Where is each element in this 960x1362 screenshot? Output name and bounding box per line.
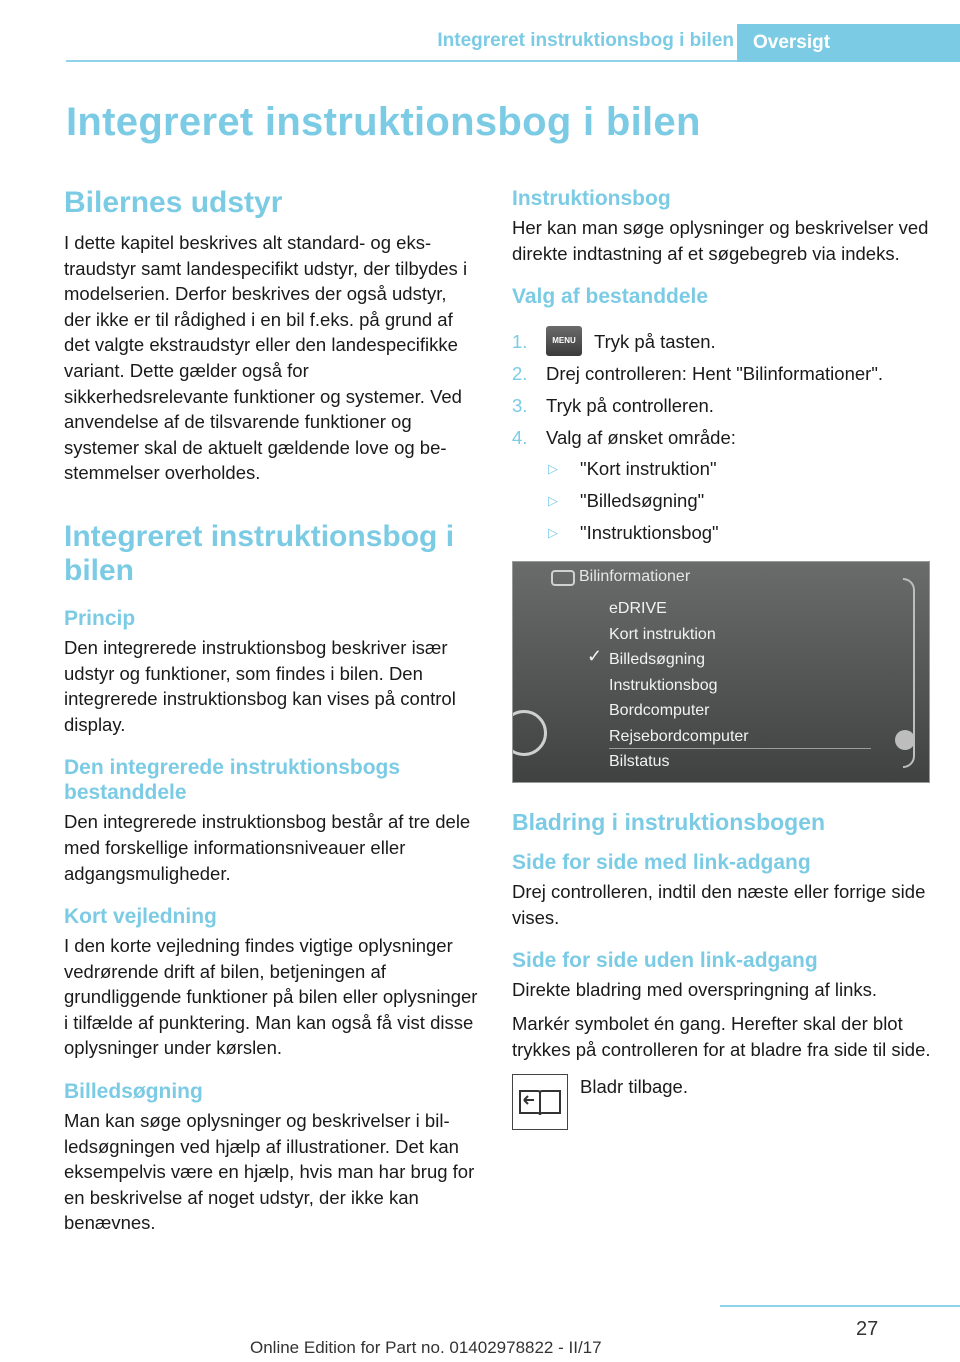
paragraph-instruktionsbog: Her kan man søge oplysninger og beskrivelser ved direkte indtastning af et søgebegreb via indeks. (512, 217, 929, 264)
paragraph-bestanddele: Den integrerede instruktionsbog består af tre dele med forskellige informationsniveauer eller adgangsmuligheder. (64, 811, 471, 884)
sub-item: ▷ "Instruktionsbog" (548, 522, 719, 544)
paragraph-uden-link: Direkte bladring med overspringning af links. (512, 979, 878, 1001)
footer-rule (720, 1305, 960, 1307)
book-back-icon (512, 1074, 568, 1130)
back-label: Bladr tilbage. (580, 1076, 688, 1098)
back-symbol-row (512, 1074, 932, 1130)
step-1: 1. MENU Tryk på tasten. (512, 325, 932, 357)
heading-bilernes-udstyr: Bilernes udstyr (64, 186, 283, 219)
step-3: 3. Tryk på controlleren. (512, 394, 714, 416)
triangle-bullet-icon: ▷ (548, 461, 558, 477)
paragraph-kort-vejledning: I den korte vejledning findes vigtige oplysninger vedrørende drift af bilen, betjeningen af grundliggende funktioner på bilen eller oplysninger i tilfælde af punktering. Man kan også få vist disse oplysninger under kørslen. (64, 935, 478, 1059)
heading-integreret: Integreret instruktionsbog i bilen (64, 519, 455, 587)
heading-bestanddele: Den integrerede instruktionsbogs bestanddele (64, 756, 401, 805)
header-section-title: Integreret instruktionsbog i bilen (437, 30, 734, 51)
menu-button-icon: MENU (546, 326, 582, 356)
step-2: 2. Drej controlleren: Hent "Bilinformationer". (512, 362, 884, 384)
footer-edition: Online Edition for Part no. 01402978822 - II/17 (250, 1338, 602, 1357)
left-column (64, 186, 478, 1236)
paragraph-billedsogning: Man kan søge oplysninger og beskrivelser i billedsøgningen ved hjælp af illustrationer. Det kan eksempelvis være en hjælp, hvis man har brug for en beskrivelse af noget udstyr, der ikke kan benævnes. (64, 1110, 475, 1234)
heading-uden-link: Side for side uden link-adgang (512, 949, 818, 973)
screen-menu-item: Rejsebordcomputer (609, 727, 749, 745)
heading-billedsogning: Billedsøgning (64, 1080, 203, 1104)
heading-med-link: Side for side med link-adgang (512, 851, 811, 875)
page-title: Integreret instruktionsbog i bilen (66, 100, 701, 144)
controller-knob-icon (512, 710, 547, 756)
screen-menu-item: Bordcomputer (609, 702, 710, 720)
check-icon: ✓ (587, 646, 603, 667)
car-icon (551, 570, 575, 586)
screen-title: Bilinformationer (579, 568, 691, 586)
control-display-screenshot (512, 561, 930, 783)
screen-menu-item: Kort instruktion (609, 625, 716, 643)
paragraph-udstyr: I dette kapitel beskrives alt standard- og ekstraudstyr samt landespecifikt udstyr, der tilbydes i modelserien. Derfor beskrives der også udstyr, der ikke er til rådighed i en bil f.eks. på grund af det valgte ekstraudstyr eller den landespecifikke variant. Dette gælder også for sikkerhedsrelevante funktioner og systemer. Ved anvendelse af de tilsvarende funktioner og systemer skal de aktuelt gældende love og bestemmelser overholdes. (64, 232, 468, 484)
triangle-bullet-icon: ▷ (548, 493, 558, 509)
screen-menu-item: Billedsøgning (609, 651, 706, 669)
heading-princip: Princip (64, 606, 136, 630)
paragraph-marker-symbol: Markér symbolet én gang. Herefter skal der blot trykkes på controlleren for at bladre fra side til side. (512, 1012, 931, 1060)
heading-valg-bestanddele: Valg af bestanddele (512, 285, 709, 309)
screen-menu-item: eDRIVE (609, 600, 667, 618)
page-number: 27 (856, 1318, 879, 1340)
sub-item: ▷ "Kort instruktion" (548, 458, 717, 480)
screen-menu-item: Instruktionsbog (609, 676, 718, 694)
header-tab: Oversigt (737, 24, 960, 62)
sub-item: ▷ "Billedsøgning" (548, 490, 705, 512)
heading-kort-vejledning: Kort vejledning (64, 905, 217, 929)
heading-bladring: Bladring i instruktionsbogen (512, 809, 826, 836)
right-column (512, 186, 932, 1130)
triangle-bullet-icon: ▷ (548, 525, 558, 541)
screen-separator (609, 748, 871, 749)
heading-instruktionsbog: Instruktionsbog (512, 187, 671, 210)
paragraph-med-link: Drej controlleren, indtil den næste eller forrige side vises. (512, 881, 926, 928)
screen-menu-item: Bilstatus (609, 753, 670, 771)
paragraph-princip: Den integrerede instruktionsbog beskriver især udstyr og funktioner, som findes i bilen. Den integrerede instruktionsbog kan vises på control display. (64, 636, 456, 735)
step-4: 4. Valg af ønsket område: (512, 426, 736, 448)
